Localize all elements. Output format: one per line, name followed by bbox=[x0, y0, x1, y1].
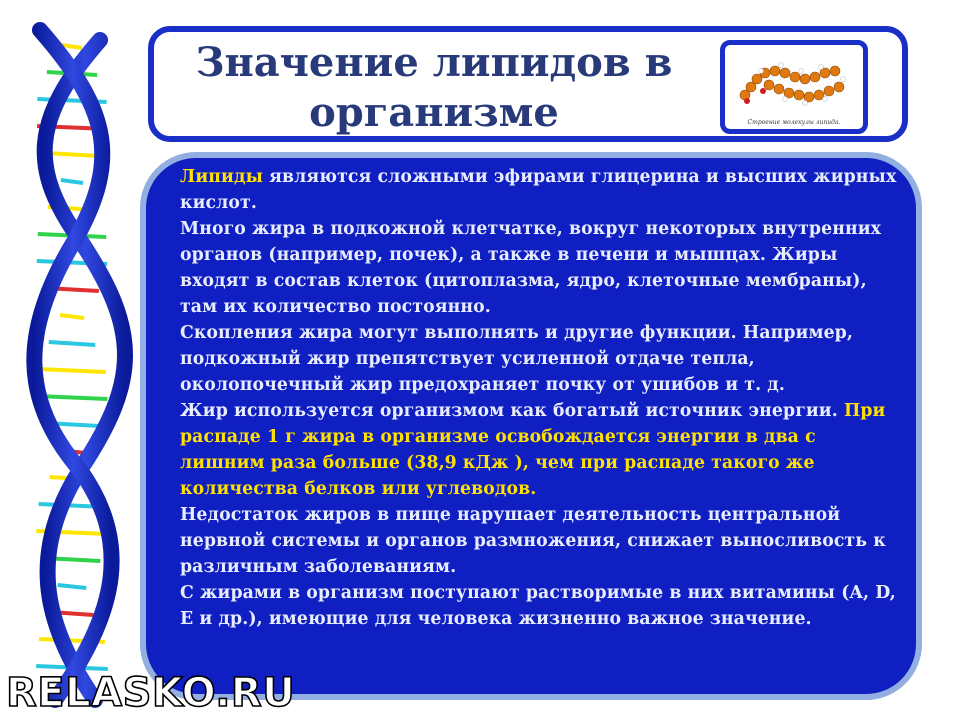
helix-rung bbox=[60, 315, 84, 318]
paragraph-definition bbox=[180, 164, 903, 216]
title-line-2: организме bbox=[309, 89, 559, 136]
page-title bbox=[154, 38, 714, 138]
paragraph-deficiency: Недостаток жиров в пище нарушает деятельность центральной нервной системы и органов размножения, снижает выносливость к различным заболеваниям. bbox=[180, 505, 886, 577]
lipid-molecule-thumbnail bbox=[720, 40, 868, 134]
title-line-1: Значение липидов в bbox=[195, 39, 673, 86]
title-panel bbox=[148, 26, 908, 142]
paragraph-fat-location: Много жира в подкожной клетчатке, вокруг некоторых внутренних органов (например, почек), а также в печени и мышцах. Жиры входят в состав клеток (цитоплазма, ядро, клеточные мембраны), там их количество постоянно. bbox=[180, 219, 882, 317]
helix-rung bbox=[61, 180, 83, 183]
energy-highlight: При распаде 1 г жира в организме освобождается энергии в два с лишним раза больше (38,9 кДж ), чем при распаде такого же количества белков или углеводов. bbox=[180, 401, 892, 499]
paragraph-vitamins: С жирами в организм поступают растворимые в них витамины (A, D, E и др.), имеющие для человека жизненно важное значение. bbox=[180, 583, 896, 629]
thumbnail-caption: Строение молекулы липида. bbox=[747, 119, 841, 126]
helix-rung bbox=[58, 585, 87, 588]
content-text bbox=[180, 164, 903, 632]
helix-rung bbox=[38, 369, 106, 372]
term-lipids: Липиды bbox=[180, 167, 264, 187]
lipid-molecule-image bbox=[735, 51, 853, 115]
energy-text: Жир используется организмом как богатый источник энергии. bbox=[180, 401, 844, 421]
paragraph-fat-functions: Скопления жира могут выполнять и другие функции. Например, подкожный жир препятствует усиленной отдаче тепла, околопочечный жир предохраняет почку от ушибов и т. д. bbox=[180, 323, 853, 395]
watermark: RELASKO.RU bbox=[6, 670, 296, 716]
content-panel bbox=[140, 152, 922, 700]
helix-rung bbox=[49, 342, 96, 345]
helix-rung bbox=[62, 45, 82, 48]
helix-rung bbox=[46, 153, 98, 156]
dna-helix-image bbox=[0, 0, 150, 720]
definition-text: являются сложными эфирами глицерина и высших жирных кислот. bbox=[180, 167, 903, 213]
paragraph-energy bbox=[180, 398, 900, 502]
